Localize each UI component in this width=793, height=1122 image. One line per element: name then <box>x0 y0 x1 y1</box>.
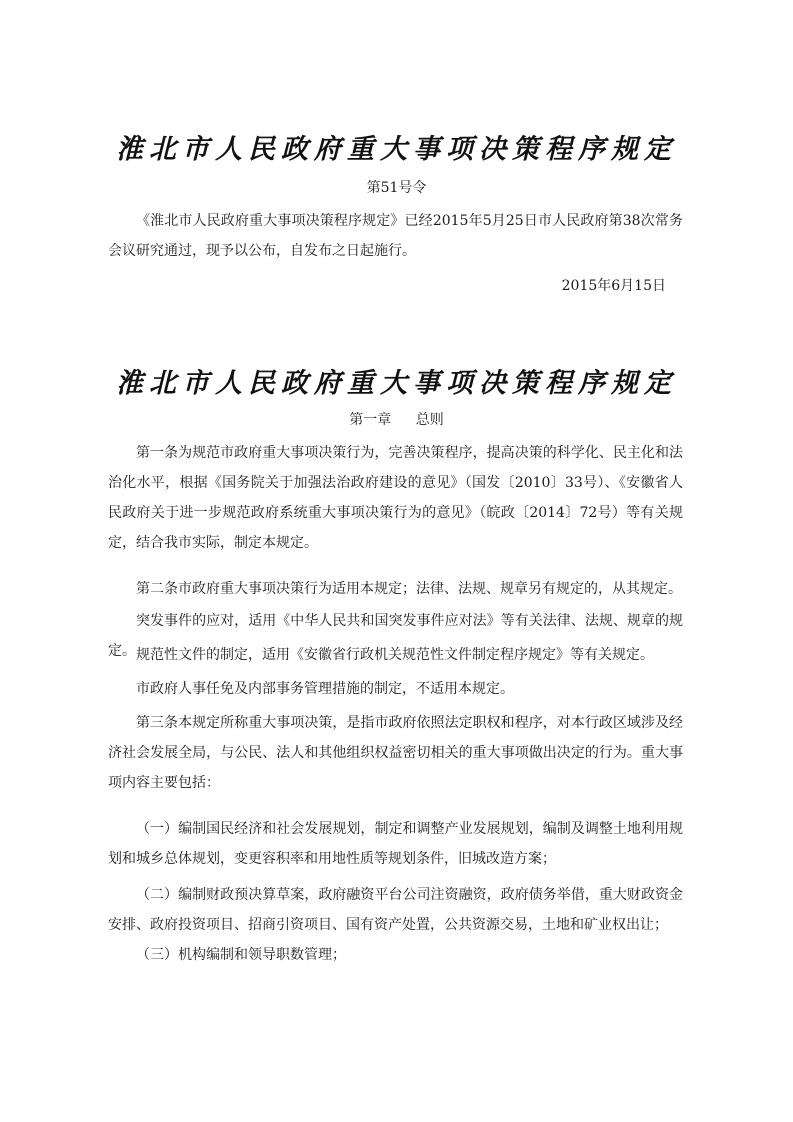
document-title-top: 淮北市人民政府重大事项决策程序规定 <box>116 134 677 165</box>
article-2: 第二条市政府重大事项决策行为适用本规定；法律、法规、规章另有规定的，从其规定。 <box>136 581 682 597</box>
chapter-heading <box>0 410 793 430</box>
order-number: 第51号令 <box>366 180 427 196</box>
emergency-clause: 突发事件的应对，适用《中华人民共和国突发事件应对法》等有关法律、法规、规章的规定。 <box>108 613 683 659</box>
item-3: （三）机构编制和领导职数管理； <box>136 947 346 963</box>
article-1: 第一条为规范市政府重大事项决策行为，完善决策程序，提高决策的科学化、民主化和法治化水平，根据《国务院关于加强法治政府建设的意见》（国发〔2010〕33号）、《安徽省人民政府关于进一步规范政府系统重大事项决策行为的意见》（皖政〔2014〕72号）等有关规定，结合我市实际，制定本规定。 <box>108 445 683 551</box>
article-3: 第三条本规定所称重大事项决策，是指市政府依照法定职权和程序，对本行政区域涉及经济社会发展全局，与公民、法人和其他组织权益密切相关的重大事项做出决定的行为。重大事项内容主要包括： <box>108 715 683 791</box>
promulgation-date: 2015年6月15日 <box>561 278 666 294</box>
document-title-main: 淮北市人民政府重大事项决策程序规定 <box>116 368 677 399</box>
promulgation-paragraph: 《淮北市人民政府重大事项决策程序规定》已经2015年5月25日市人民政府第38次常务会议研究通过，现予以公布，自发布之日起施行。 <box>108 213 683 259</box>
item-2: （二）编制财政预决算草案，政府融资平台公司注资融资，政府债务举借，重大财政资金安排、政府投资项目、招商引资项目、国有资产处置，公共资源交易，土地和矿业权出让； <box>108 887 683 933</box>
chapter-number: 第一章 <box>349 412 392 428</box>
chapter-title: 总则 <box>415 412 444 428</box>
normative-docs-clause: 规范性文件的制定，适用《安徽省行政机关规范性文件制定程序规定》等有关规定。 <box>136 647 654 663</box>
item-1: （一）编制国民经济和社会发展规划，制定和调整产业发展规划，编制及调整土地利用规划和城乡总体规划，变更容积率和用地性质等规划条件，旧城改造方案； <box>108 821 683 867</box>
personnel-clause: 市政府人事任免及内部事务管理措施的制定，不适用本规定。 <box>136 681 514 697</box>
